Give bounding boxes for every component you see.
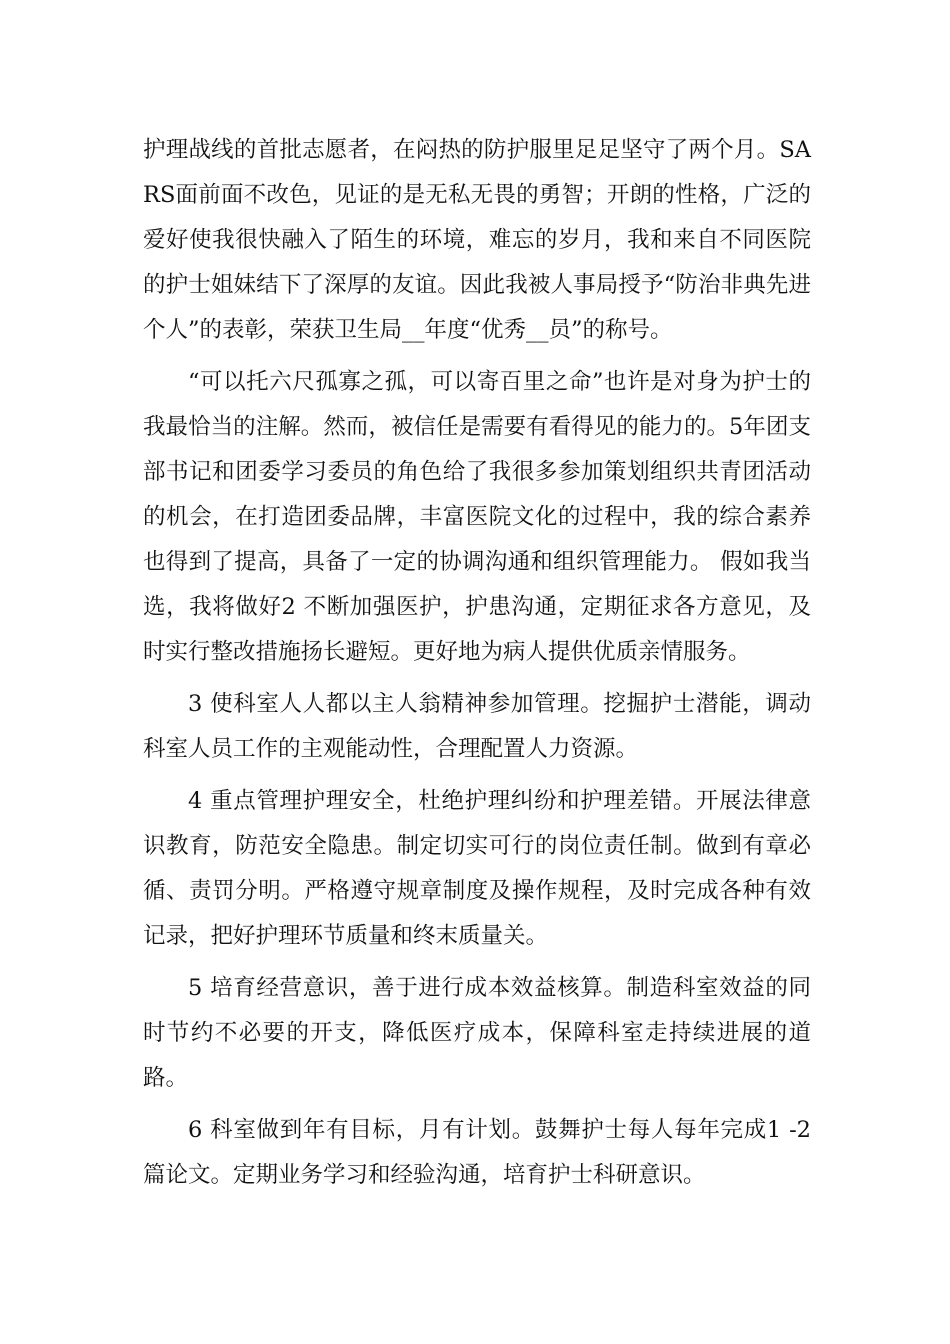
- paragraph-6: 6 科室做到年有目标，月有计划。鼓舞护士每人每年完成1 -2篇论文。定期业务学习和经验沟通，培育护士科研意识。: [143, 1117, 811, 1188]
- paragraph-1: 护理战线的首批志愿者，在闷热的防护服里足足坚守了两个月。SARS面前面不改色，见证的是无私无畏的勇智；开朗的性格，广泛的爱好使我很快融入了陌生的环境，难忘的岁月，我和来自不同医院的护士姐妹结下了深厚的友谊。因此我被人事局授予“防治非典先进个人”的表彰，荣获卫生局__年度“优秀__员”的称号。: [143, 137, 811, 343]
- document-body: [143, 128, 811, 1205]
- paragraph-3: 3 使科室人人都以主人翁精神参加管理。挖掘护士潜能，调动科室人员工作的主观能动性，合理配置人力资源。: [143, 691, 811, 762]
- paragraph-5: 5 培育经营意识，善于进行成本效益核算。制造科室效益的同时节约不必要的开支，降低医疗成本，保障科室走持续进展的道路。: [143, 975, 811, 1091]
- paragraph-4: 4 重点管理护理安全，杜绝护理纠纷和护理差错。开展法律意识教育，防范安全隐患。制定切实可行的岗位责任制。做到有章必循、责罚分明。严格遵守规章制度及操作规程，及时完成各种有效记录，把好护理环节质量和终末质量关。: [143, 788, 811, 949]
- paragraph-2: “可以托六尺孤寡之孤，可以寄百里之命”也许是对身为护士的我最恰当的注解。然而，被信任是需要有看得见的能力的。5年团支部书记和团委学习委员的角色给了我很多参加策划组织共青团活动的机会，在打造团委品牌，丰富医院文化的过程中，我的综合素养也得到了提高，具备了一定的协调沟通和组织管理能力。 假如我当选，我将做好2 不断加强医护，护患沟通，定期征求各方意见，及时实行整改措施扬长避短。更好地为病人提供优质亲情服务。: [143, 369, 811, 665]
